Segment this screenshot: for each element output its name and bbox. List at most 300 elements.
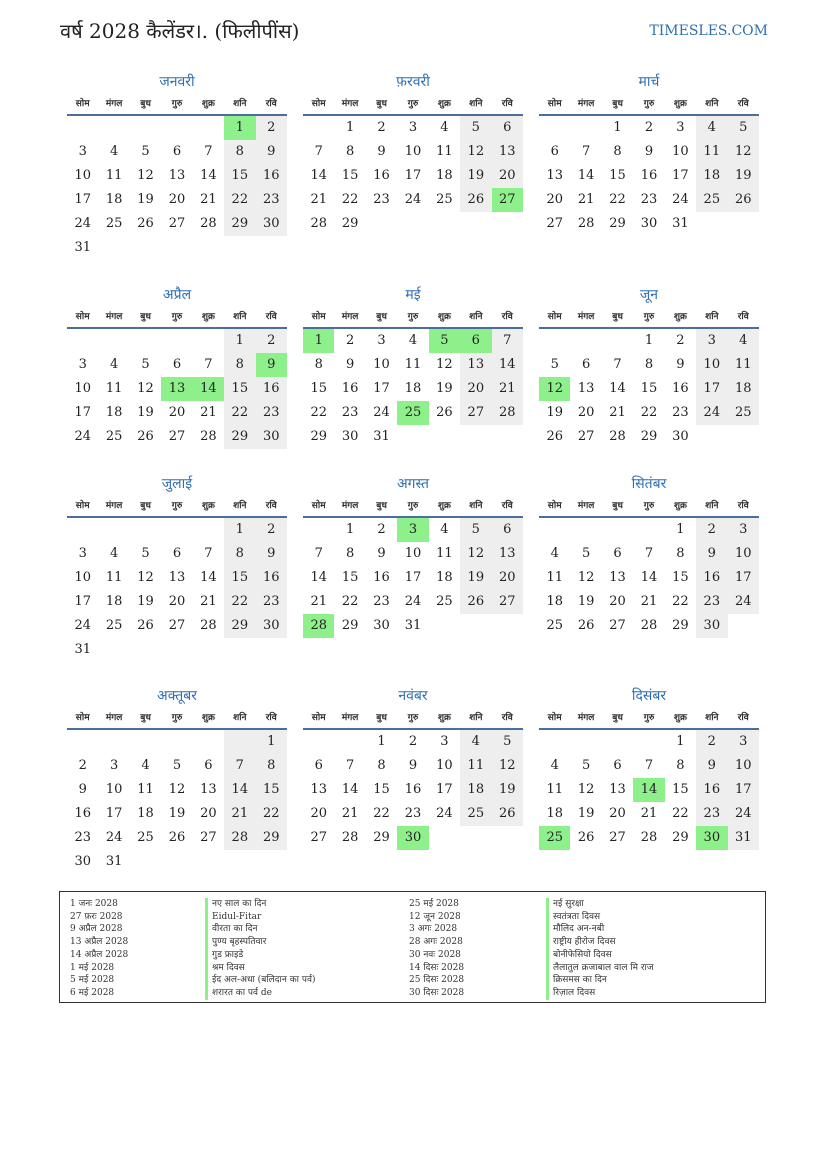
empty-cell: [161, 518, 192, 542]
day-cell: 23: [696, 802, 727, 826]
holiday-name: रिज़ाल दिवस: [553, 987, 596, 998]
day-cell: 22: [224, 401, 255, 425]
weekday-label: गुरु: [643, 312, 655, 322]
day-cell: 22: [640, 405, 658, 420]
day-cell: 28: [303, 614, 334, 638]
day-cell: 17: [728, 778, 759, 802]
weekday-header: [303, 94, 523, 116]
holiday-date: 3 अगः 2028: [409, 924, 458, 935]
day-cell: 18: [105, 192, 123, 207]
weekday-label: शुक्र: [437, 501, 451, 511]
day-cell: 23: [404, 806, 422, 821]
day-cell: 3: [78, 546, 87, 561]
day-cell: 20: [609, 806, 626, 821]
month-block: [67, 70, 287, 260]
day-cell: 7: [345, 758, 355, 773]
weekday-label: सोम: [311, 501, 326, 511]
day-cell: 14: [200, 570, 217, 585]
weekday-label: रवि: [501, 312, 513, 322]
day-cell: 24: [404, 594, 422, 609]
day-cell: 20: [168, 594, 186, 609]
day-cell: 13: [168, 168, 186, 183]
month-name: अप्रैल: [162, 287, 192, 303]
empty-cell: [429, 826, 460, 850]
month-block: [539, 283, 759, 449]
holiday-name: ईद अल-अधा (बलिदान का पर्व): [212, 975, 316, 986]
day-cell: 5: [550, 357, 559, 372]
day-cell: 27: [577, 429, 595, 444]
day-cell: 4: [440, 522, 449, 537]
weekday-label: शनि: [705, 99, 719, 109]
weekday-label: सोम: [75, 713, 90, 723]
day-cell: 16: [404, 782, 422, 797]
weekday-label: रवि: [265, 312, 277, 322]
day-cell: 24: [74, 429, 91, 444]
day-cell: 24: [105, 830, 123, 845]
month-block: [303, 283, 523, 449]
month-name: जुलाई: [161, 476, 193, 492]
day-cell: 7: [224, 754, 255, 778]
day-cell: 29: [224, 425, 255, 449]
day-cell: 29: [224, 614, 255, 638]
day-cell: 6: [172, 546, 182, 561]
day-cell: 9: [676, 357, 685, 372]
weekday-label: बुध: [376, 99, 387, 109]
month-block: [67, 684, 287, 874]
empty-cell: [429, 212, 460, 236]
day-cell: 28: [200, 429, 217, 444]
empty-cell: [193, 329, 224, 353]
day-cell: 27: [460, 401, 491, 425]
day-cell: 30: [640, 216, 658, 231]
day-cell: 23: [640, 192, 658, 207]
empty-cell: [161, 236, 192, 260]
empty-cell: [429, 425, 460, 449]
day-cell: 25: [436, 594, 453, 609]
weekday-label: सोम: [75, 501, 90, 511]
day-cell: 2: [345, 333, 355, 348]
empty-cell: [696, 425, 727, 449]
day-cell: 11: [404, 357, 422, 372]
day-cell: 23: [74, 830, 91, 845]
day-cell: 8: [224, 353, 255, 377]
day-cell: 8: [224, 542, 255, 566]
site-link[interactable]: TIMESLES.COM: [649, 23, 768, 39]
day-cell: 21: [640, 594, 658, 609]
day-cell: 28: [200, 618, 217, 633]
day-cell: 23: [256, 401, 287, 425]
day-cell: 1: [676, 734, 685, 749]
day-cell: 24: [696, 401, 727, 425]
empty-cell: [224, 638, 255, 662]
day-cell: 8: [345, 546, 355, 561]
day-cell: 11: [546, 570, 563, 585]
empty-cell: [130, 730, 161, 754]
month-block: [67, 472, 287, 662]
day-cell: 12: [460, 140, 491, 164]
day-cell: 2: [696, 730, 727, 754]
day-cell: 12: [492, 754, 523, 778]
weekday-label: बुध: [140, 501, 151, 511]
day-cell: 19: [137, 192, 154, 207]
day-cell: 5: [460, 518, 491, 542]
weekday-label: रवि: [737, 99, 749, 109]
day-cell: 28: [577, 216, 595, 231]
day-cell: 29: [672, 830, 689, 845]
empty-cell: [98, 730, 129, 754]
empty-cell: [193, 638, 224, 662]
day-cell: 6: [492, 518, 523, 542]
day-cell: 10: [728, 754, 759, 778]
holiday-dates-right: [409, 898, 464, 1000]
day-cell: 13: [492, 542, 523, 566]
weekday-label: शनि: [705, 312, 719, 322]
day-cell: 12: [460, 542, 491, 566]
day-cell: 5: [141, 357, 150, 372]
day-cell: 22: [341, 192, 359, 207]
month-name: जून: [639, 287, 659, 303]
day-cell: 20: [310, 806, 327, 821]
weekday-label: सोम: [75, 99, 90, 109]
empty-cell: [224, 730, 255, 754]
day-cell: 23: [256, 590, 287, 614]
day-cell: 27: [546, 216, 563, 231]
day-cell: 5: [141, 546, 150, 561]
holiday-date: 14 अप्रैल 2028: [70, 949, 129, 960]
day-cell: 8: [613, 144, 622, 159]
weekday-label: बुध: [612, 312, 623, 322]
weekday-label: शुक्र: [673, 312, 687, 322]
day-cell: 15: [224, 164, 255, 188]
day-cell: 14: [193, 377, 224, 401]
day-cell: 8: [224, 140, 255, 164]
day-cell: 1: [256, 730, 287, 754]
day-cell: 19: [137, 594, 154, 609]
weekday-label: गुरु: [643, 99, 655, 109]
day-cell: 13: [546, 168, 563, 183]
empty-cell: [460, 425, 491, 449]
day-cell: 19: [546, 405, 563, 420]
day-grid: [539, 730, 759, 850]
day-cell: 8: [256, 754, 287, 778]
day-cell: 9: [256, 542, 287, 566]
day-cell: 2: [256, 329, 287, 353]
day-grid: [539, 329, 759, 449]
holiday-names-right: [546, 898, 654, 1000]
day-cell: 1: [676, 522, 685, 537]
weekday-label: शनि: [469, 501, 483, 511]
day-cell: 15: [224, 566, 255, 590]
day-cell: 13: [609, 782, 626, 797]
weekday-label: शनि: [469, 312, 483, 322]
day-cell: 21: [492, 377, 523, 401]
day-cell: 19: [492, 778, 523, 802]
day-cell: 31: [74, 240, 91, 255]
day-cell: 15: [341, 168, 359, 183]
day-cell: 2: [377, 120, 386, 135]
weekday-label: सोम: [547, 713, 562, 723]
day-cell: 30: [696, 826, 727, 850]
day-cell: 27: [609, 830, 626, 845]
empty-cell: [130, 518, 161, 542]
day-cell: 3: [109, 758, 119, 773]
day-cell: 4: [550, 758, 559, 773]
month-block: [539, 472, 759, 638]
day-cell: 29: [341, 216, 359, 231]
day-cell: 4: [728, 329, 759, 353]
day-cell: 3: [377, 333, 386, 348]
empty-cell: [633, 518, 664, 542]
day-cell: 25: [539, 826, 570, 850]
day-cell: 20: [200, 806, 217, 821]
day-cell: 16: [640, 168, 658, 183]
day-cell: 10: [696, 353, 727, 377]
day-cell: 15: [373, 782, 390, 797]
weekday-label: सोम: [311, 713, 326, 723]
empty-cell: [130, 850, 161, 874]
weekday-label: रवि: [265, 713, 277, 723]
day-cell: 18: [460, 778, 491, 802]
day-cell: 9: [78, 782, 87, 797]
holiday-name: शरारत का पर्व de: [212, 987, 272, 998]
holiday-name: राष्ट्रीय हीरोज दिवस: [553, 937, 616, 948]
day-cell: 1: [377, 734, 386, 749]
day-cell: 1: [224, 329, 255, 353]
day-cell: 13: [200, 782, 217, 797]
weekday-label: मंगल: [341, 312, 359, 322]
day-cell: 21: [310, 594, 327, 609]
month-name: अक्तूबर: [157, 688, 197, 704]
day-cell: 16: [341, 381, 359, 396]
weekday-label: शनि: [233, 501, 247, 511]
day-cell: 28: [224, 826, 255, 850]
empty-cell: [130, 116, 161, 140]
day-cell: 15: [310, 381, 327, 396]
day-cell: 17: [74, 192, 91, 207]
day-cell: 9: [644, 144, 654, 159]
day-cell: 13: [310, 782, 327, 797]
empty-cell: [460, 212, 491, 236]
weekday-label: बुध: [612, 501, 623, 511]
empty-cell: [539, 730, 570, 754]
day-cell: 10: [672, 144, 689, 159]
month-block: [67, 283, 287, 449]
day-cell: 30: [256, 614, 287, 638]
day-cell: 3: [440, 734, 449, 749]
empty-cell: [161, 850, 192, 874]
weekday-label: गुरु: [643, 501, 655, 511]
holiday-date: 30 नवः 2028: [409, 949, 461, 960]
day-cell: 15: [672, 570, 689, 585]
weekday-label: मंगल: [105, 501, 123, 511]
day-cell: 1: [345, 120, 355, 135]
day-cell: 5: [141, 144, 150, 159]
day-cell: 31: [672, 216, 689, 231]
empty-cell: [366, 212, 397, 236]
empty-cell: [397, 212, 428, 236]
weekday-label: मंगल: [105, 713, 123, 723]
weekday-label: सोम: [547, 99, 562, 109]
day-cell: 22: [373, 806, 390, 821]
day-cell: 5: [172, 758, 182, 773]
day-cell: 22: [310, 405, 327, 420]
empty-cell: [161, 638, 192, 662]
day-cell: 6: [172, 144, 182, 159]
day-cell: 25: [105, 216, 123, 231]
day-cell: 16: [256, 377, 287, 401]
day-cell: 26: [577, 618, 595, 633]
empty-cell: [570, 730, 601, 754]
holiday-date: 13 अप्रैल 2028: [70, 937, 129, 948]
empty-cell: [728, 425, 759, 449]
day-cell: 4: [109, 357, 119, 372]
weekday-label: मंगल: [105, 312, 123, 322]
day-cell: 3: [78, 357, 87, 372]
day-cell: 21: [310, 192, 327, 207]
day-cell: 11: [460, 754, 491, 778]
holiday-date: 1 जनः 2028: [70, 899, 118, 909]
month-name: अगस्त: [396, 476, 429, 492]
day-cell: 15: [341, 570, 359, 585]
day-cell: 18: [436, 168, 453, 183]
empty-cell: [460, 826, 491, 850]
weekday-label: सोम: [547, 501, 562, 511]
day-cell: 21: [341, 806, 359, 821]
holiday-date: 28 अगः 2028: [409, 937, 463, 948]
day-cell: 12: [577, 570, 595, 585]
day-cell: 9: [345, 357, 355, 372]
empty-cell: [696, 212, 727, 236]
empty-cell: [67, 329, 98, 353]
empty-cell: [67, 730, 98, 754]
day-cell: 7: [204, 144, 213, 159]
day-cell: 5: [429, 329, 460, 353]
day-cell: 5: [728, 116, 759, 140]
day-cell: 30: [672, 429, 689, 444]
day-cell: 10: [74, 168, 91, 183]
day-cell: 24: [728, 802, 759, 826]
empty-cell: [397, 425, 428, 449]
day-cell: 14: [310, 570, 327, 585]
day-cell: 21: [577, 192, 595, 207]
empty-cell: [492, 212, 523, 236]
empty-cell: [492, 614, 523, 638]
day-cell: 28: [200, 216, 217, 231]
empty-cell: [633, 730, 664, 754]
day-cell: 25: [105, 429, 123, 444]
holiday-date: 9 अप्रैल 2028: [70, 924, 123, 935]
day-cell: 22: [341, 594, 359, 609]
day-cell: 24: [436, 806, 453, 821]
day-cell: 1: [303, 329, 334, 353]
day-cell: 26: [137, 216, 154, 231]
day-cell: 14: [224, 778, 255, 802]
empty-cell: [98, 518, 129, 542]
day-cell: 2: [256, 116, 287, 140]
day-cell: 4: [696, 116, 727, 140]
weekday-label: मंगल: [577, 713, 595, 723]
holiday-name: क्रिसमस का दिन: [553, 975, 607, 986]
holiday-list: [59, 891, 766, 1003]
empty-cell: [492, 826, 523, 850]
day-cell: 20: [492, 566, 523, 590]
day-cell: 10: [404, 144, 422, 159]
weekday-label: सोम: [547, 312, 562, 322]
day-grid: [303, 329, 523, 449]
weekday-label: सोम: [75, 312, 90, 322]
day-cell: 9: [256, 353, 287, 377]
day-cell: 26: [492, 802, 523, 826]
day-cell: 2: [377, 522, 386, 537]
day-cell: 21: [224, 802, 255, 826]
month-block: [539, 684, 759, 850]
weekday-label: शुक्र: [201, 501, 215, 511]
day-cell: 4: [440, 120, 449, 135]
day-cell: 27: [492, 188, 523, 212]
empty-cell: [303, 730, 334, 754]
day-cell: 19: [577, 806, 595, 821]
weekday-label: शुक्र: [673, 713, 687, 723]
holiday-name: बोनीफेसियो दिवस: [553, 949, 612, 960]
day-cell: 1: [345, 522, 355, 537]
weekday-header: [303, 496, 523, 518]
day-cell: 11: [137, 782, 154, 797]
holiday-name: मौलिद अन-नबी: [553, 924, 605, 935]
weekday-label: शनि: [233, 312, 247, 322]
holiday-name: Eidul-Fitar: [212, 911, 262, 922]
day-cell: 20: [460, 377, 491, 401]
day-cell: 13: [168, 570, 186, 585]
day-cell: 13: [492, 140, 523, 164]
empty-cell: [161, 730, 192, 754]
day-cell: 24: [373, 405, 390, 420]
day-cell: 4: [550, 546, 559, 561]
weekday-label: शुक्र: [201, 312, 215, 322]
day-cell: 19: [460, 164, 491, 188]
day-cell: 7: [204, 546, 213, 561]
day-cell: 11: [436, 546, 453, 561]
day-cell: 16: [373, 570, 390, 585]
weekday-label: बुध: [140, 713, 151, 723]
day-cell: 5: [460, 116, 491, 140]
day-cell: 26: [137, 429, 154, 444]
weekday-label: रवि: [737, 713, 749, 723]
weekday-label: बुध: [612, 99, 623, 109]
day-cell: 8: [676, 546, 685, 561]
day-grid: [67, 116, 287, 260]
day-cell: 19: [436, 381, 453, 396]
day-cell: 20: [546, 192, 563, 207]
day-cell: 7: [314, 546, 323, 561]
day-cell: 14: [609, 381, 626, 396]
holiday-date: 6 मई 2028: [70, 987, 115, 998]
day-cell: 2: [256, 518, 287, 542]
day-cell: 11: [105, 381, 123, 396]
empty-cell: [429, 614, 460, 638]
day-cell: 18: [404, 381, 422, 396]
weekday-label: मंगल: [577, 99, 595, 109]
day-cell: 27: [310, 830, 327, 845]
day-cell: 12: [436, 357, 453, 372]
weekday-label: गुरु: [171, 501, 183, 511]
day-cell: 27: [200, 830, 217, 845]
holiday-name: नए साल का दिन: [212, 899, 267, 909]
holiday-date: 25 दिसः 2028: [409, 975, 465, 986]
day-cell: 8: [345, 144, 355, 159]
day-cell: 23: [256, 188, 287, 212]
day-cell: 10: [74, 570, 91, 585]
holiday-name: पुण्य बृहस्पतिवार: [212, 937, 267, 948]
